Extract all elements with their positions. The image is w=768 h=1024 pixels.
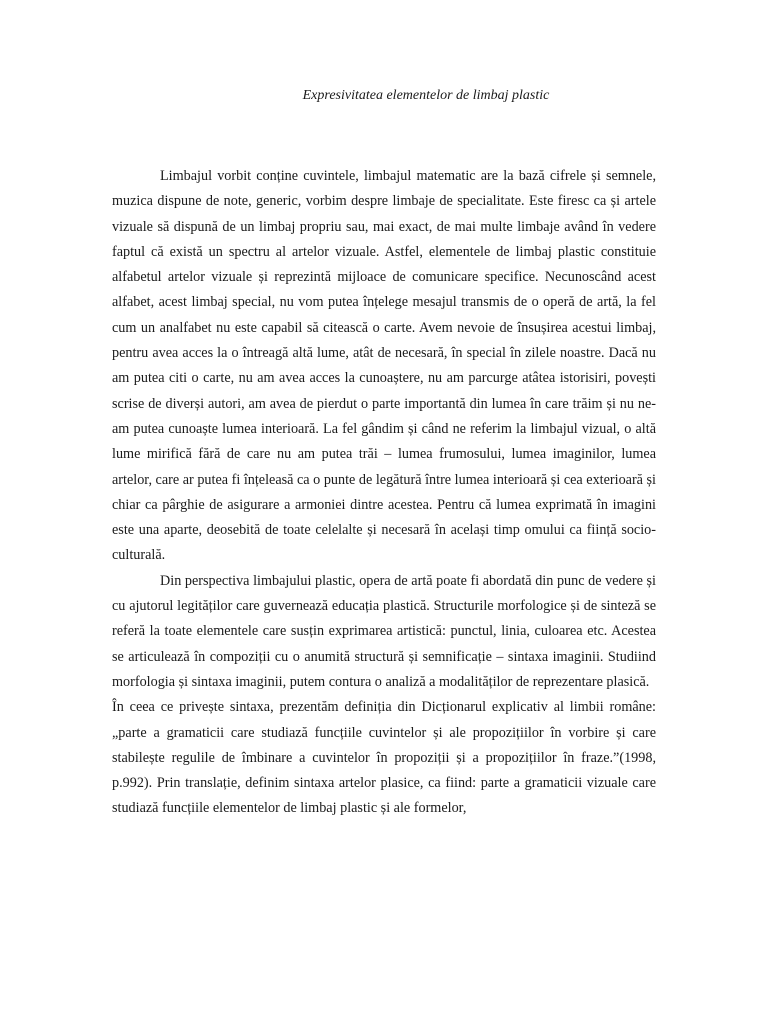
paragraph-2: Din perspectiva limbajului plastic, opera de artă poate fi abordată din punc de vedere și cu ajutorul legităților care guvernează educația plastică. Structurile morfologice și de sinteză se referă la toate elementele care susțin exprimarea artistică: punctul, linia, culoarea etc. Acestea se articulează în compoziții cu o anumită structură și semnificație – sintaxa imaginii. Studiind morfologia și sintaxa imaginii, putem contura o analiză a modalităților de reprezentare plasică.: [112, 572, 656, 690]
document-title: Expresivitatea elementelor de limbaj plastic: [302, 88, 550, 103]
document-body: [112, 164, 656, 822]
paragraph-3: În ceea ce privește sintaxa, prezentăm definiția din Dicționarul explicativ al limbii române: „parte a gramaticii care studiază funcțiile cuvintelor și ale propozițiilor în vorbire și care stabilește regulile de îmbinare a cuvintelor în propoziții și a propozițiilor în fraze.”(1998, p.992). Prin translație, definim sintaxa artelor plasice, ca fiind: parte a gramaticii vizuale care studiază funcțiile elementelor de limbaj plastic și ale formelor,: [112, 699, 656, 817]
paragraph-1: Limbajul vorbit conține cuvintele, limbajul matematic are la bază cifrele și semnele, muzica dispune de note, generic, vorbim despre limbaje de specialitate. Este firesc ca și artele vizuale să dispună de un limbaj propriu sau, mai exact, de mai multe limbaje având în vedere faptul că există un spectru al artelor vizuale. Astfel, elementele de limbaj plastic constituie alfabetul artelor vizuale și reprezintă mijloace de comunicare specifice. Necunoscând acest alfabet, acest limbaj special, nu vom putea înțelege mesajul transmis de o operă de artă, la fel cum un analfabet nu este capabil să citească o carte. Avem nevoie de însușirea acestui limbaj, pentru avea acces la o întreagă altă lume, atât de necesară, în special în zilele noastre. Dacă nu am putea citi o carte, nu am avea acces la cunoaștere, nu am parcurge atâtea istorisiri, povești scrise de diverși autori, am avea de pierdut o parte importantă din lumea în care trăim și nu ne-am putea cunoaște lumea interioară. La fel gândim și când ne referim la limbajul vizual, o altă lume mirifică fără de care nu am putea trăi – lumea frumosului, lumea imaginilor, lumea artelor, care ar putea fi înțeleasă ca o punte de legătură între lumea interioară și cea exterioară și chiar ca pârghie de asigurare a armoniei dintre acestea. Pentru că lumea exprimată în imagini este una aparte, deosebită de toate celelalte și necesară în același timp omului ca ființă socio-culturală.: [112, 168, 656, 564]
